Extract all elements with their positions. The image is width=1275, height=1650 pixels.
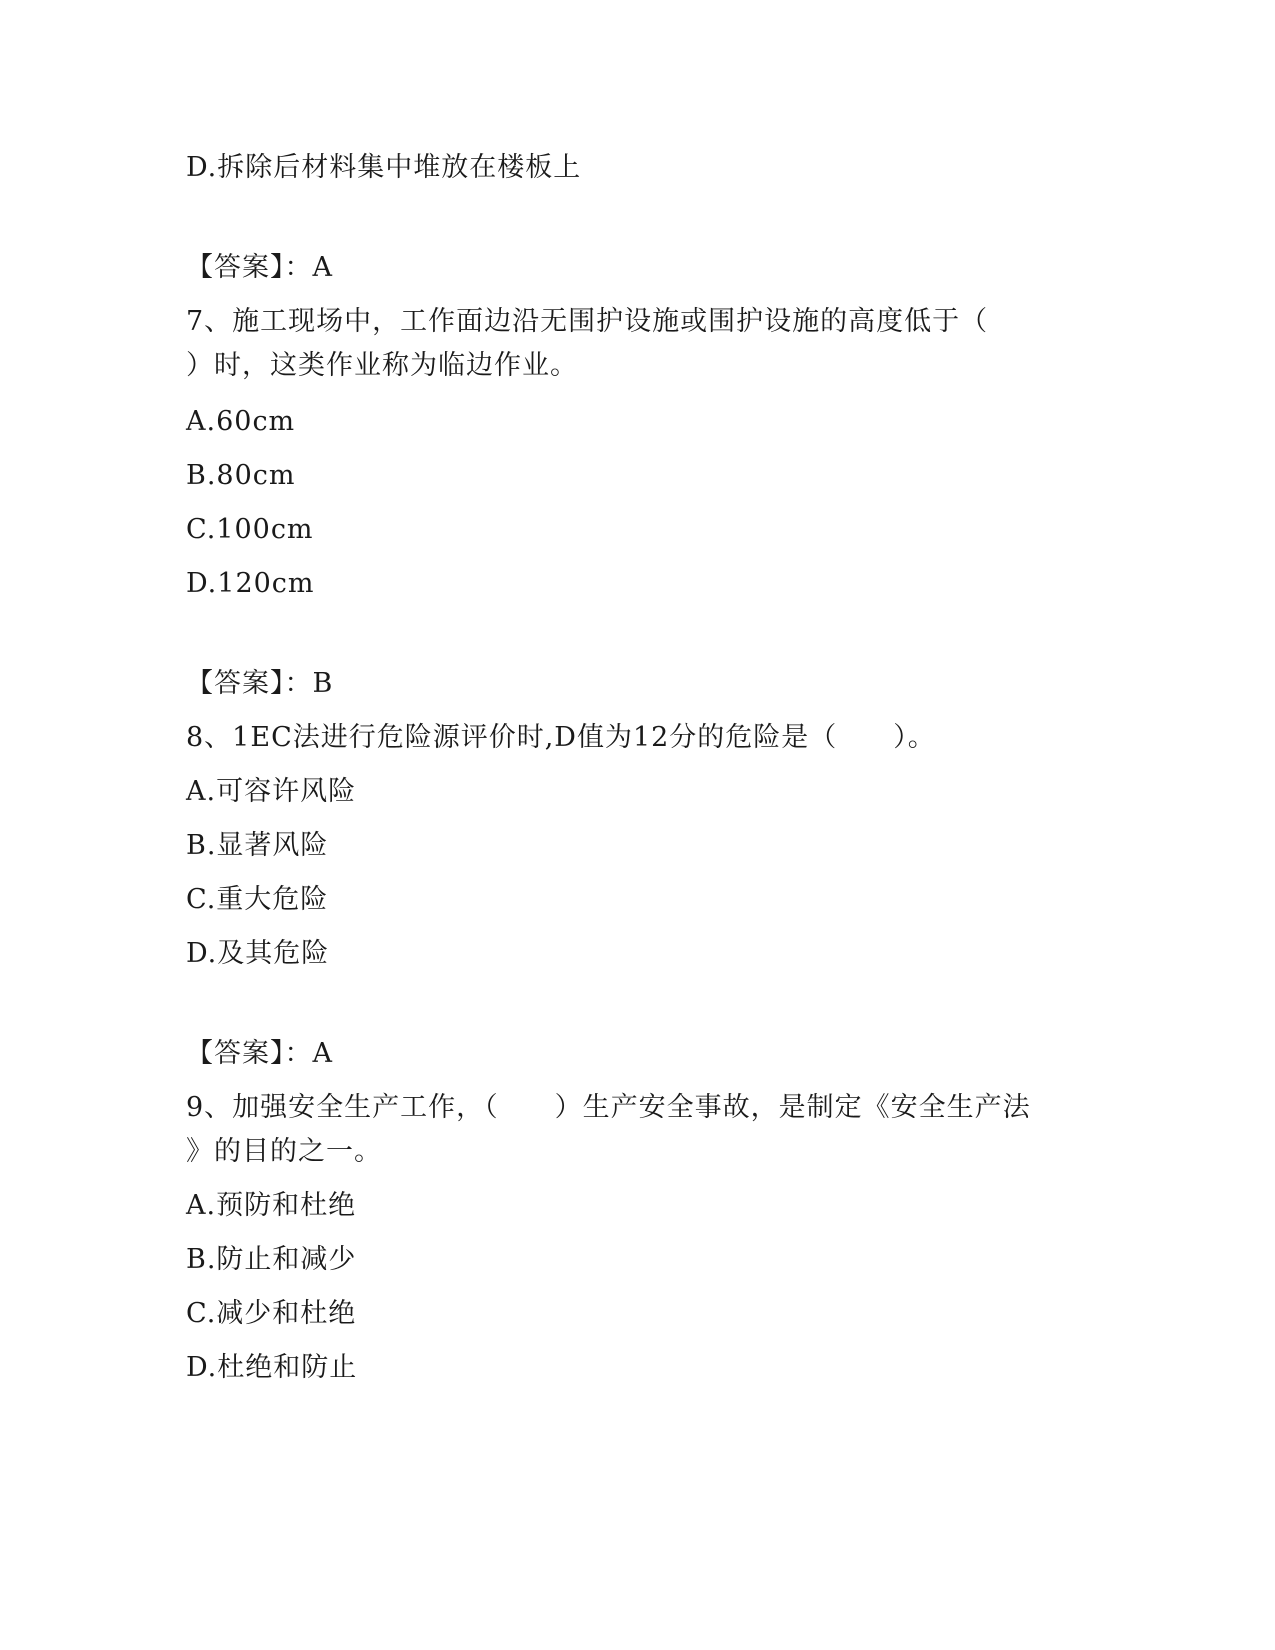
q9-stem-line2: 》的目的之一。: [186, 1136, 382, 1167]
q7-answer: 【答案】：B: [186, 668, 334, 699]
q9-stem-line1: 9、加强安全生产工作，（ ）生产安全事故，是制定《安全生产法: [186, 1092, 1031, 1123]
q7-option-a: A.60cm: [186, 406, 296, 437]
q6-option-d: D.拆除后材料集中堆放在楼板上: [186, 152, 582, 183]
q8-stem: 8、1EC法进行危险源评价时,D值为12分的危险是（ ）。: [186, 722, 936, 753]
q9-option-a: A.预防和杜绝: [186, 1190, 357, 1221]
q6-answer: 【答案】：A: [186, 252, 333, 283]
q8-answer: 【答案】：A: [186, 1038, 333, 1069]
q9-option-c: C.减少和杜绝: [186, 1298, 357, 1329]
q8-option-c: C.重大危险: [186, 884, 329, 915]
q9-option-d: D.杜绝和防止: [186, 1352, 358, 1383]
q7-stem-line2: ）时，这类作业称为临边作业。: [186, 350, 578, 381]
q7-stem-line1: 7、施工现场中，工作面边沿无围护设施或围护设施的高度低于（: [186, 306, 989, 337]
q8-option-b: B.显著风险: [186, 830, 329, 861]
q7-option-b: B.80cm: [186, 460, 296, 491]
q8-option-d: D.及其危险: [186, 938, 330, 969]
q7-option-d: D.120cm: [186, 568, 315, 599]
q9-option-b: B.防止和减少: [186, 1244, 357, 1275]
q7-option-c: C.100cm: [186, 514, 314, 545]
q8-option-a: A.可容许风险: [186, 776, 357, 807]
